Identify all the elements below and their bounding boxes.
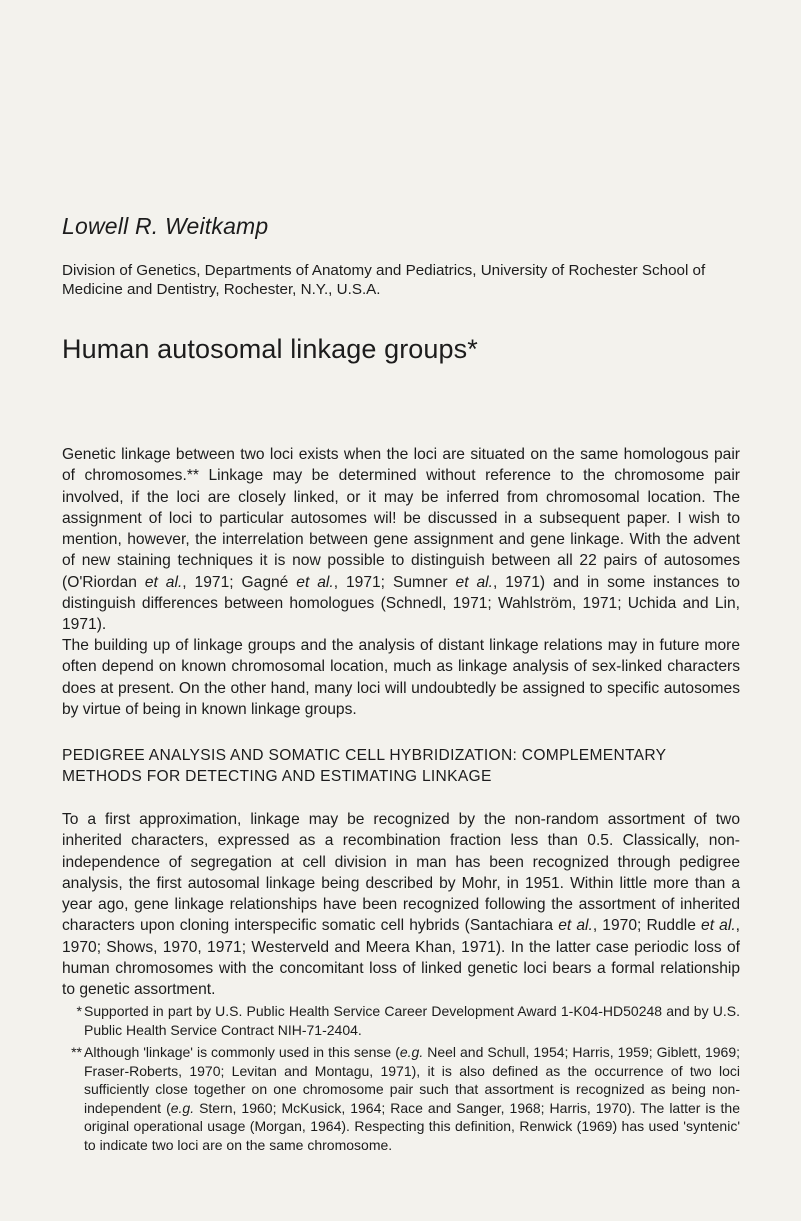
section-paragraph-1 [62, 809, 740, 1001]
citation-etal: et al. [558, 917, 593, 935]
intro-paragraph-1 [62, 444, 740, 636]
footnote-2 [62, 1043, 740, 1155]
citation-etal: et al. [144, 573, 183, 591]
footnote-marker: * [76, 1003, 82, 1019]
paper-title: Human autosomal linkage groups* [62, 334, 478, 364]
text-run: , 1971) and in some instances to distinguish differences between homologues (Schnedl, 1971; Wahlström, 1971; Uchida and Lin, 1971). [62, 573, 740, 634]
footnote-text [62, 1043, 740, 1155]
text-run: To a first approximation, linkage may be recognized by the non-random assortment of two inherited characters, expressed as a recombination fraction less than 0.5. Classically, non-independence of segregation at cell division in man has been recognized through pedigree analysis, the first autosomal linkage being described by Mohr, in 1951. Within little more than a year ago, gene linkage relationships have been recognized following the assortment of inherited characters upon cloning interspecific somatic cell hybrids (Santachiara [62, 811, 740, 935]
text-run: , 1970; Ruddle [592, 917, 702, 935]
author-name: Lowell R. Weitkamp [62, 213, 269, 239]
footnote-text: Supported in part by U.S. Public Health Service Career Development Award 1-K04-HD50248 and by U.S. Public Health Service Contract NIH-71-2404. [84, 1003, 740, 1038]
text-run: Neel and Schull, 1954; Harris, 1959; Giblett, 1969; Fraser-Roberts, 1970; Levitan and Montagu, 1971), it is also defined as the occurrence of two loci sufficiently close together on one chromosome pair such that assortment is recognized as being non-independent ( [84, 1044, 741, 1116]
section-heading: PEDIGREE ANALYSIS AND SOMATIC CELL HYBRIDIZATION: COMPLEMENTARY METHODS FOR DETECTING AND ESTIMATING LINKAGE [62, 747, 667, 785]
footnote-1 [62, 1002, 740, 1039]
citation-etal: et al. [296, 573, 334, 591]
author-affiliation: Division of Genetics, Departments of Anatomy and Pediatrics, University of Rochester School of Medicine and Dentistry, Rochester, N.Y., U.S.A. [62, 262, 706, 298]
abbrev-eg: e.g. [170, 1099, 195, 1116]
citation-etal: et al. [455, 573, 493, 591]
text-run: , 1970; Shows, 1970, 1971; Westerveld and Meera Khan, 1971). In the latter case periodic loss of human chromosomes with the concomitant loss of linked genetic loci bears a formal relationship to genetic assortment. [62, 917, 740, 999]
citation-etal: et al. [701, 917, 736, 935]
text-run: Although 'linkage' is commonly used in this sense ( [84, 1044, 400, 1060]
intro-paragraph-2: The building up of linkage groups and the analysis of distant linkage relations may in future more often depend on known chromosomal location, much as linkage analysis of sex-linked characters does at present. On the other hand, many loci will undoubtedly be assigned to specific autosomes by virtue of being in known linkage groups. [62, 637, 740, 718]
text-run: Genetic linkage between two loci exists when the loci are situated on the same homologous pair of chromosomes.** Linkage may be determined without reference to the chromosome pair involved, if the loci are closely linked, or it may be inferred from chromosomal location. The assignment of loci to particular autosomes wil! be discussed in a subsequent paper. I wish to mention, however, the interrelation between gene assignment and gene linkage. With the advent of new staining techniques it is now possible to distinguish between all 22 pairs of autosomes (O'Riordan [62, 446, 740, 591]
footnote-marker: ** [71, 1044, 82, 1060]
abbrev-eg: e.g. [399, 1044, 424, 1060]
text-run: , 1971; Sumner [333, 573, 456, 591]
text-run: , 1971; Gagné [182, 573, 297, 591]
text-run: Stern, 1960; McKusick, 1964; Race and Sanger, 1968; Harris, 1970). The latter is the original operational usage (Morgan, 1964). Respecting this definition, Renwick (1969) has used 'syntenic' to indicate two loci are on the same chromosome. [84, 1099, 740, 1153]
